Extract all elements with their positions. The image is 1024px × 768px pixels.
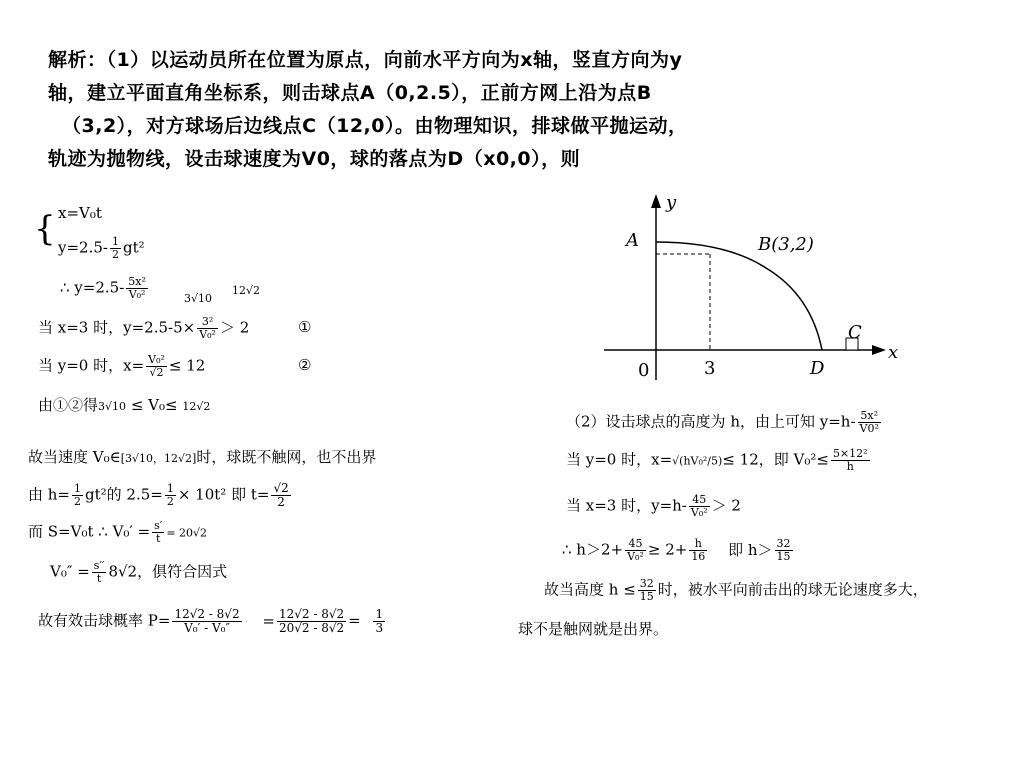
- eq-q2-h: ∴ h＞2+ $\frac{45}{\text{V₀²}}$ ≥ 2+ $\frac{h}{16}$ 即 h＞ $\frac{32}{15}$: [562, 537, 791, 563]
- eq-when-x3: 当 x=3 时，y=2.5-5× $\frac{\text{3²}}{\text{V₀²}}$ ＞ 2: [38, 315, 250, 341]
- eq-q2-x3: 当 x=3 时，y=h- $\frac{45}{\text{V₀²}}$ ＞ 2: [566, 493, 741, 519]
- eq-when-y0: 当 y=0 时，x= $\frac{\text{V₀²}}{√2}$ ≤ 12: [38, 353, 206, 379]
- intro-line-3: （3,2），对方球场后边线点C（12,0）。由物理知识，排球做平抛运动，: [62, 115, 688, 137]
- eq-conclusion: 故当高度 h ≤ $\frac{32}{15}$ 时，被水平向前击出的球无论速度多大，: [544, 577, 928, 603]
- point-d-label: D: [810, 358, 825, 379]
- eq-from-1-2: 由①②得3√10 ≤ V₀≤ 12√2: [38, 396, 211, 414]
- system-brace: {: [34, 209, 56, 249]
- origin-label: 0: [638, 360, 650, 381]
- trajectory-curve: [656, 242, 822, 350]
- eq-probability: 故有效击球概率 P= $\frac{12√2 - 8√2}{\text{V₀′ - V₀″}}$ = $\frac{12√2 - 8√2}{20√2 - 8√2}$ = $\frac{1}{3}$: [38, 607, 384, 635]
- intro-line-1: 解析：（1）以运动员所在位置为原点，向前水平方向为x轴，竖直方向为y: [48, 49, 683, 71]
- eq-time: 由 h= $\frac{1}{2}$ gt²的 2.5= $\frac{1}{2}$ × 10t² 即 t= $\frac{√2}{2}$: [28, 481, 289, 509]
- eq-velocity-2: V₀″ = $\frac{s''}{t}$ 8√2，俱符合因式: [50, 559, 228, 585]
- intro-line-4: 轨迹为抛物线，设击球速度为V0，球的落点为D（x0,0），则: [48, 148, 581, 170]
- eq-conclusion-line-2: 球不是触网就是出界。: [518, 620, 669, 638]
- eq-therefore-y: ∴ y=2.5- $\frac{\text{5x²}}{\text{V₀²}}$: [60, 275, 146, 301]
- mark-2: ②: [298, 356, 312, 374]
- y-axis-arrow: [651, 194, 661, 208]
- point-b-label: B(3,2): [758, 234, 814, 255]
- trajectory-graph: [596, 190, 906, 390]
- intro-line-2: 轴，建立平面直角坐标系，则击球点A（0,2.5），正前方网上沿为点B: [48, 82, 652, 104]
- eq-y: y=2.5- $\frac{1}{2}$ gt²: [58, 235, 145, 261]
- mark-1: ①: [298, 318, 312, 336]
- tick-3-label: 3: [704, 358, 716, 379]
- eq-q2: （2）设击球点的高度为 h，由上可知 y=h- $\frac{\text{5x²}}{\text{V0²}}$: [566, 409, 879, 435]
- eq-speed-range: 故当速度 V₀∈[3√10，12√2]时，球既不触网，也不出界: [28, 448, 377, 466]
- stray-12sqrt2: 12√2: [232, 284, 261, 297]
- point-a-label: A: [626, 230, 639, 251]
- eq-velocity-1: 而 S=V₀t ∴ V₀′ = $\frac{s'}{t}$ = 20√2: [28, 519, 208, 545]
- y-label: y: [666, 192, 677, 213]
- stray-3sqrt10: 3√10: [184, 292, 213, 305]
- intro-paragraph: [48, 44, 988, 176]
- eq-x: x=V₀t: [58, 204, 102, 222]
- x-label: x: [888, 342, 899, 363]
- eq-q2-y0: 当 y=0 时，x=√(hV₀²/5)≤ 12，即 V₀²≤ $\frac{\text{5×12²}}{h}$: [566, 447, 868, 473]
- x-axis-arrow: [872, 345, 886, 355]
- point-c-label: C: [848, 322, 862, 343]
